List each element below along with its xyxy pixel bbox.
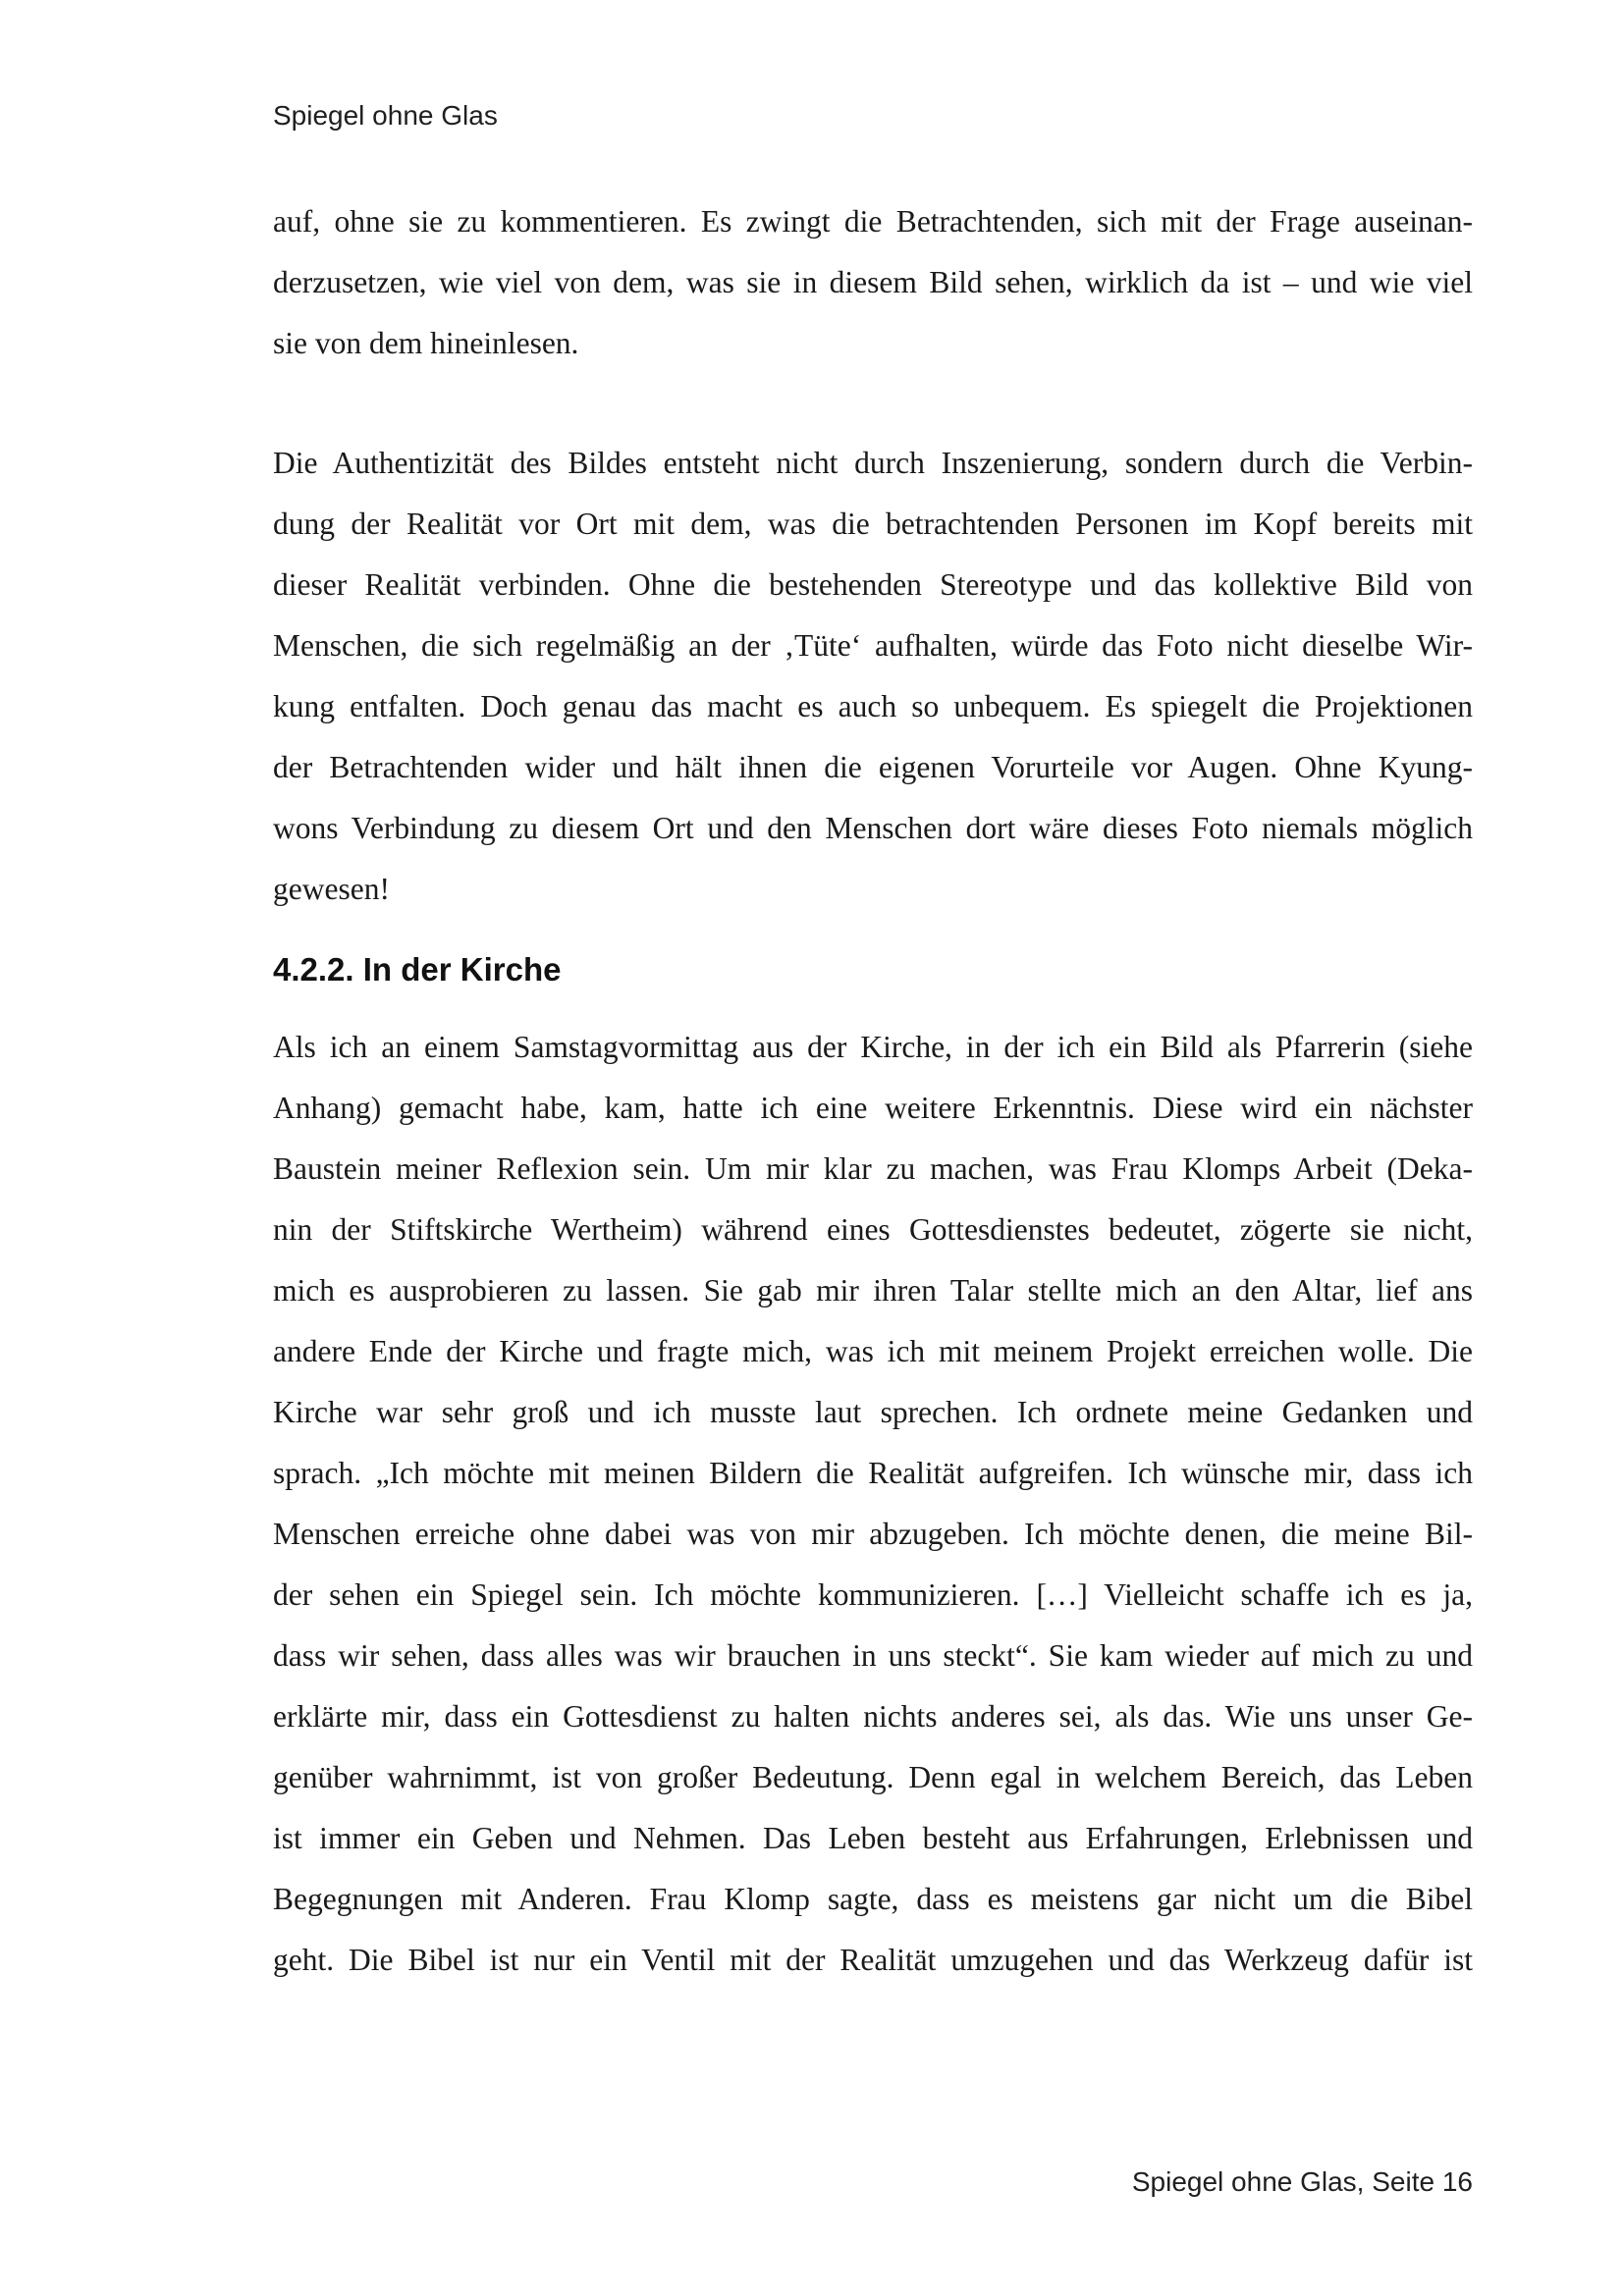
text-line: sprach. „Ich möchte mit meinen Bildern die Realität aufgreifen. Ich wünsche mir, dass ich: [273, 1456, 1473, 1490]
text-line: der sehen ein Spiegel sein. Ich möchte kommunizieren. […] Vielleicht schaffe ich es ja,: [273, 1577, 1473, 1612]
text-line: Menschen erreiche ohne dabei was von mir abzugeben. Ich möchte denen, die meine Bil-: [273, 1517, 1473, 1551]
text-line: wons Verbindung zu diesem Ort und den Menschen dort wäre dieses Foto niemals möglich: [273, 811, 1473, 845]
text-line: dass wir sehen, dass alles was wir brauchen in uns steckt“. Sie kam wieder auf mich zu und: [273, 1638, 1473, 1673]
text-line: Kirche war sehr groß und ich musste laut sprechen. Ich ordnete meine Gedanken und: [273, 1395, 1473, 1429]
text-line: Anhang) gemacht habe, kam, hatte ich eine weitere Erkenntnis. Diese wird ein nächster: [273, 1091, 1473, 1125]
text-line: nin der Stiftskirche Wertheim) während eines Gottesdienstes bedeutet, zögerte sie nicht,: [273, 1212, 1473, 1247]
text-line: Baustein meiner Reflexion sein. Um mir klar zu machen, was Frau Klomps Arbeit (Deka-: [273, 1151, 1473, 1186]
running-footer-page-number: Spiegel ohne Glas, Seite 16: [1131, 2166, 1473, 2197]
text-line: der Betrachtenden wider und hält ihnen die eigenen Vorurteile vor Augen. Ohne Kyung-: [273, 750, 1473, 784]
text-line: auf, ohne sie zu kommentieren. Es zwingt die Betrachtenden, sich mit der Frage auseinan-: [273, 204, 1473, 239]
paragraph-1: [273, 191, 1473, 374]
text-line: mich es ausprobieren zu lassen. Sie gab mir ihren Talar stellte mich an den Altar, lief ans: [273, 1273, 1473, 1308]
text-line: kung entfalten. Doch genau das macht es auch so unbequem. Es spiegelt die Projektionen: [273, 689, 1473, 723]
text-line: Die Authentizität des Bildes entsteht nicht durch Inszenierung, sondern durch die Verbin-: [273, 446, 1473, 480]
text-line: Als ich an einem Samstagvormittag aus der Kirche, in der ich ein Bild als Pfarrerin (siehe: [273, 1030, 1473, 1064]
text-line: geht. Die Bibel ist nur ein Ventil mit der Realität umzugehen und das Werkzeug dafür ist: [273, 1943, 1473, 1977]
text-line: derzusetzen, wie viel von dem, was sie in diesem Bild sehen, wirklich da ist – und wie viel: [273, 265, 1473, 299]
text-line: dung der Realität vor Ort mit dem, was die betrachtenden Personen im Kopf bereits mit: [273, 507, 1473, 541]
text-line: dieser Realität verbinden. Ohne die bestehenden Stereotype und das kollektive Bild von: [273, 567, 1473, 602]
text-line: genüber wahrnimmt, ist von großer Bedeutung. Denn egal in welchem Bereich, das Leben: [273, 1760, 1473, 1794]
text-line: andere Ende der Kirche und fragte mich, was ich mit meinem Projekt erreichen wolle. Die: [273, 1334, 1473, 1368]
paragraph-3: [273, 1017, 1473, 1991]
text-line: erklärte mir, dass ein Gottesdienst zu halten nichts anderes sei, als das. Wie uns unser Ge-: [273, 1699, 1473, 1734]
text-line: sie von dem hineinlesen.: [273, 326, 579, 360]
paragraph-2: [273, 433, 1473, 920]
text-line: gewesen!: [273, 872, 390, 906]
section-heading: 4.2.2. In der Kirche: [273, 951, 562, 988]
text-line: Menschen, die sich regelmäßig an der ‚Tüte‘ aufhalten, würde das Foto nicht dieselbe Wir-: [273, 628, 1473, 663]
text-line: Begegnungen mit Anderen. Frau Klomp sagte, dass es meistens gar nicht um die Bibel: [273, 1882, 1473, 1916]
running-header: Spiegel ohne Glas: [273, 100, 498, 131]
text-line: ist immer ein Geben und Nehmen. Das Leben besteht aus Erfahrungen, Erlebnissen und: [273, 1821, 1473, 1855]
